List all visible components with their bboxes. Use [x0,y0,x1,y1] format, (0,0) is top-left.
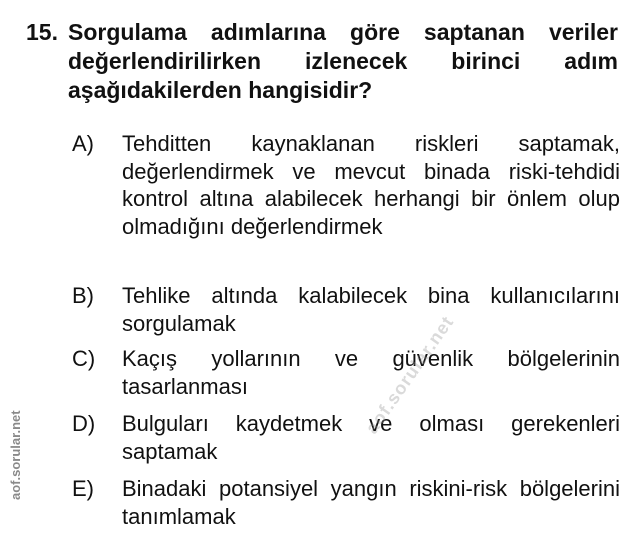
option-letter: B) [72,283,94,308]
option-text: Tehditten kaynaklanan riskleri saptamak, değerlendirmek ve mevcut binada riski-tehdidi kontrol altına alabilecek herhangi bir önlem olup olmadığını değerlendirmek [122,131,620,239]
diagonal-watermark: aof.sorular.net [361,312,458,438]
question-number: 15. [26,19,58,45]
option-letter: A) [72,131,94,156]
option-letter: D) [72,411,96,436]
option-letter: E) [72,476,94,501]
option-text: Tehlike altında kalabilecek bina kullanıcılarını sorgulamak [122,283,620,336]
side-watermark: aof.sorular.net [8,410,23,500]
option-text: Kaçış yollarının ve güvenlik bölgelerinin tasarlanması [122,346,620,399]
question-stem: Sorgulama adımlarına göre saptanan veriler değerlendirilirken izlenecek birinci adım aşağıdakilerden hangisidir? [68,19,618,103]
option-letter: C) [72,346,96,371]
option-text: Bulguları kaydetmek ve olması gerekenleri saptamak [122,411,620,464]
option-text: Binadaki potansiyel yangın riskini-risk bölgelerini tanımlamak [122,476,620,529]
